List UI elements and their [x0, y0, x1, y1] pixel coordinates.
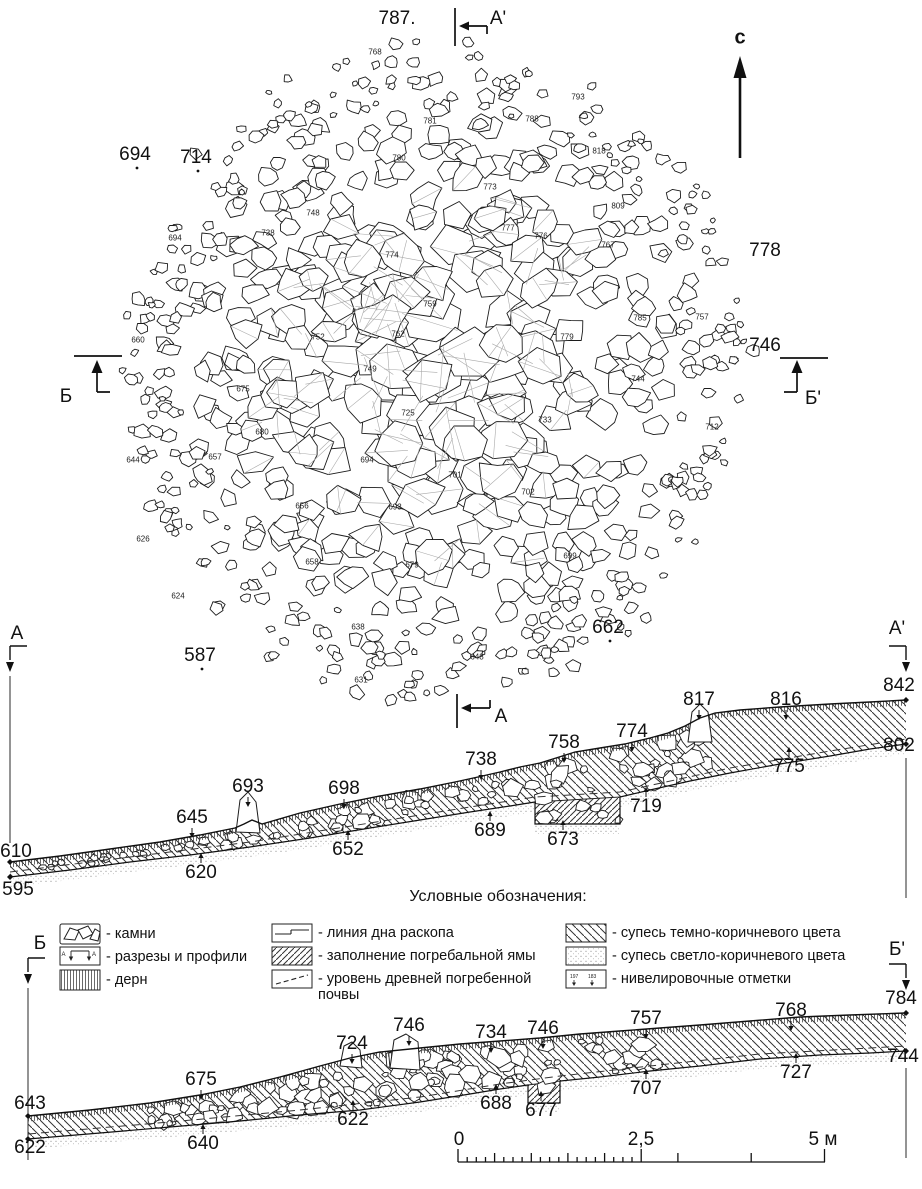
- stone-label: 660: [131, 335, 145, 345]
- north-label: с: [734, 26, 746, 49]
- stone-label: 818: [592, 146, 606, 156]
- stone-label: 774: [385, 250, 399, 260]
- plan-stone-field: [119, 37, 759, 706]
- section-a-elevation-label: 817: [683, 689, 715, 710]
- stone-label: 648: [470, 652, 484, 662]
- section-a-elevation-label: 775: [773, 756, 805, 777]
- scale-label-2-5: 2,5: [627, 1129, 655, 1150]
- stone-label: 768: [368, 47, 382, 57]
- section-b-right-label: Б': [888, 939, 906, 960]
- stone-label: 748: [306, 208, 320, 218]
- marker-label-a-bottom: А: [494, 706, 508, 727]
- section-a-elevation-label: 673: [547, 829, 579, 850]
- plan-elevation-label: 662: [592, 617, 624, 638]
- section-b-elevation-label: 784: [885, 988, 917, 1009]
- stone-label: 644: [126, 455, 140, 465]
- marker-label-b-left: Б: [59, 386, 73, 407]
- stone-label: 701: [448, 470, 462, 480]
- legend-item-label: - дерн: [106, 971, 148, 988]
- section-a-elevation-label: 774: [616, 721, 648, 742]
- section-a-elevation-label: 816: [770, 689, 802, 710]
- stone-label: 777: [501, 223, 515, 233]
- section-b-elevation-label: 724: [336, 1033, 368, 1054]
- stone-label: 781: [423, 116, 437, 126]
- stone-label: 767: [601, 240, 615, 250]
- section-a-elevation-label: 758: [548, 732, 580, 753]
- section-b-elevation-label: 677: [525, 1100, 557, 1121]
- datum-label: 787.: [378, 8, 416, 29]
- legend-item-label: - заполнение погребальной ямы: [318, 947, 536, 964]
- svg-text:А: А: [61, 952, 66, 958]
- section-a-elevation-label: 689: [474, 820, 506, 841]
- marker-label-b-right: Б': [804, 388, 822, 409]
- legend-swatch-excavation-bottom-icon: [272, 924, 312, 942]
- stone-label: 658: [305, 557, 319, 567]
- legend-item-label: - супесь темно-коричневого цвета: [612, 924, 841, 941]
- north-arrow-icon: [734, 56, 747, 158]
- section-a-elevation-label: 645: [176, 807, 208, 828]
- section-a-elevation-label: 802: [883, 735, 915, 756]
- stone-label: 694: [360, 455, 374, 465]
- marker-label-a-top: А': [489, 8, 507, 29]
- stone-label: 749: [363, 364, 377, 374]
- legend-title: Условные обозначения:: [409, 888, 587, 905]
- svg-text:А: А: [92, 952, 97, 958]
- stone-label: 738: [261, 228, 275, 238]
- section-a-elevation-label: 698: [328, 778, 360, 799]
- stone-label: 762: [391, 329, 405, 339]
- section-b-elevation-label: 757: [630, 1008, 662, 1029]
- legend-swatch-sections-icon: [60, 947, 100, 965]
- stone-label: 702: [521, 487, 535, 497]
- stone-label: 626: [136, 534, 150, 544]
- stone-label: 725: [401, 408, 415, 418]
- legend-item-label: - супесь светло-коричневого цвета: [612, 947, 846, 964]
- stone-label: 679: [405, 560, 419, 570]
- plan-elevation-label: 778: [749, 240, 781, 261]
- section-a-right-label: А': [888, 618, 906, 639]
- cut-marker-a-bottom: [457, 694, 490, 728]
- section-b-elevation-label: 643: [14, 1093, 46, 1114]
- stone-label: 752: [311, 332, 325, 342]
- legend-item-label: - нивелировочные отметки: [612, 970, 792, 987]
- stone-label: 712: [705, 422, 719, 432]
- section-b-elevation-label: 727: [780, 1062, 812, 1083]
- plan-elevation-label: 714: [180, 147, 212, 168]
- stone-label: 759: [423, 299, 437, 309]
- stone-label: 694: [168, 233, 182, 243]
- stone-label: 638: [351, 622, 365, 632]
- stone-label: 680: [255, 427, 269, 437]
- stone-label: 776: [534, 231, 548, 241]
- section-a-elevation-label: 652: [332, 839, 364, 860]
- legend-swatch-pit-fill-icon: [272, 947, 312, 965]
- stone-label: 733: [538, 415, 552, 425]
- stone-label: 657: [208, 452, 222, 462]
- section-a-elevation-label: 620: [185, 862, 217, 883]
- stone-label: 793: [571, 92, 585, 102]
- section-a-left-label: А: [10, 623, 24, 644]
- section-a-elevation-label: 610: [0, 841, 32, 862]
- legend-swatch-light-loam-icon: [566, 947, 606, 965]
- cut-marker-b-left: [74, 356, 122, 392]
- stone-label: 780: [392, 153, 406, 163]
- svg-text:197: 197: [570, 974, 579, 980]
- edge-a-left: [6, 646, 27, 843]
- legend-swatch-dark-loam-icon: [566, 924, 606, 942]
- stone-label: 809: [611, 201, 625, 211]
- legend-swatch-turf-icon: [60, 970, 100, 990]
- section-b-elevation-label: 707: [630, 1078, 662, 1099]
- section-b-left-label: Б: [33, 933, 47, 954]
- plan-elevation-label: 694: [119, 144, 151, 165]
- stone-label: 624: [171, 591, 185, 601]
- section-a-elevation-label: 738: [465, 749, 497, 770]
- legend-item-label: - линия дна раскопа: [318, 924, 454, 941]
- legend-item-label: - уровень древней погребенной почвы: [318, 970, 532, 1003]
- stone-label: 631: [354, 675, 368, 685]
- legend-item-label: - камни: [106, 925, 156, 942]
- section-b-elevation-label: 746: [527, 1018, 559, 1039]
- section-b-elevation-label: 734: [475, 1022, 507, 1043]
- legend-swatch-buried-soil-icon: [272, 970, 312, 988]
- stone-label: 779: [560, 332, 574, 342]
- section-b-elevation-label: 622: [14, 1137, 46, 1158]
- section-b-elevation-label: 744: [887, 1046, 919, 1067]
- section-b-elevation-label: 688: [480, 1093, 512, 1114]
- legend-swatch-stones-icon: [60, 924, 100, 944]
- section-a-elevation-label: 719: [630, 796, 662, 817]
- section-a-elevation-label: 595: [2, 879, 34, 900]
- plan-elevation-label: 587: [184, 645, 216, 666]
- scale-label-5m: 5 м: [808, 1129, 838, 1150]
- cut-marker-b-right: [780, 358, 828, 392]
- stone-label: 773: [483, 182, 497, 192]
- section-b-elevation-label: 622: [337, 1109, 369, 1130]
- section-b-elevation-label: 768: [775, 1000, 807, 1021]
- stone-label: 785: [633, 313, 647, 323]
- stone-label: 744: [631, 374, 645, 384]
- svg-text:183: 183: [588, 974, 597, 980]
- stone-label: 699: [563, 551, 577, 561]
- stone-label: 656: [295, 501, 309, 511]
- plan-elevation-label: 746: [749, 335, 781, 356]
- section-b-elevation-label: 746: [393, 1015, 425, 1036]
- stone-label: 788: [525, 114, 539, 124]
- stone-label: 675: [236, 384, 250, 394]
- section-b-elevation-label: 640: [187, 1133, 219, 1154]
- section-a-elevation-label: 842: [883, 675, 915, 696]
- legend-item-label: - разрезы и профили: [106, 948, 248, 965]
- stone-label: 757: [695, 312, 709, 322]
- section-a-elevation-label: 693: [232, 776, 264, 797]
- scale-label-0: 0: [453, 1129, 465, 1150]
- section-b-elevation-label: 675: [185, 1069, 217, 1090]
- stone-label: 693: [388, 502, 402, 512]
